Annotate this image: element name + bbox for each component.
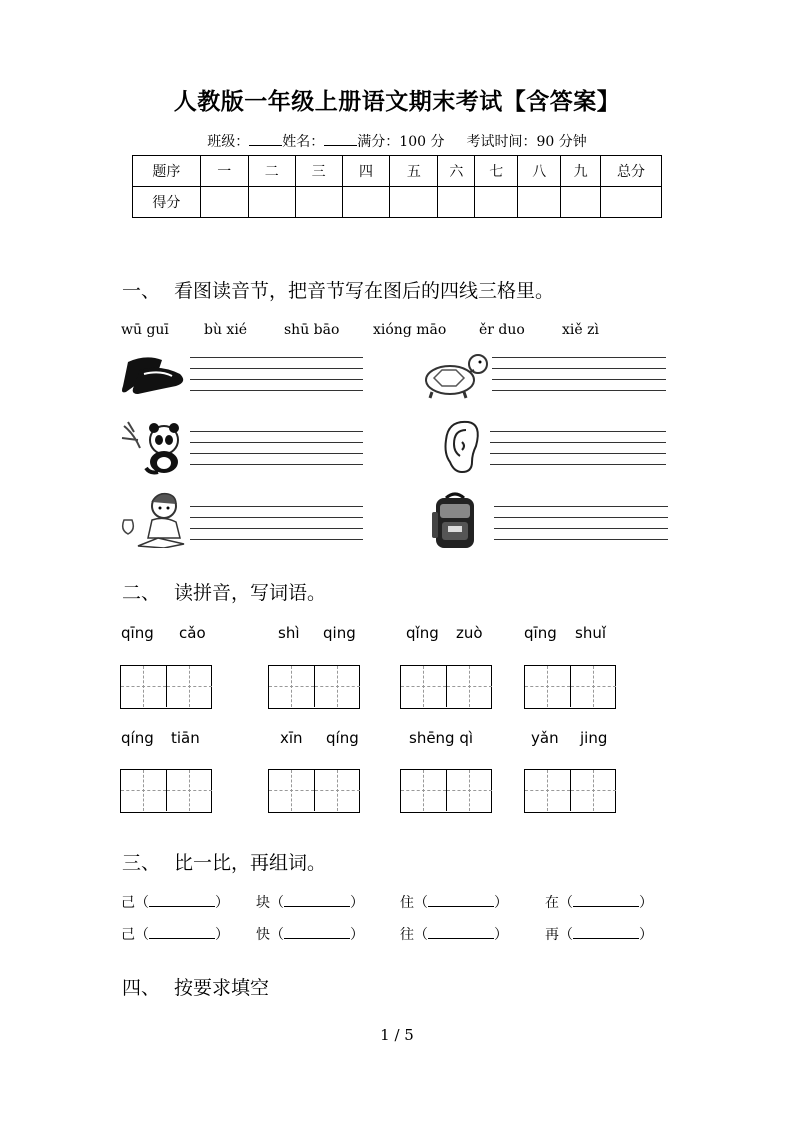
- compare-item[interactable]: [400, 924, 508, 944]
- score-cell[interactable]: [342, 187, 390, 218]
- pinyin-syllable: shì: [278, 624, 300, 642]
- score-header-cell: 八: [518, 156, 561, 187]
- compare-item[interactable]: [121, 924, 229, 944]
- section-text: 按要求填空: [174, 977, 270, 999]
- shoes-picture: [120, 350, 188, 400]
- pinyin-syllable: jing: [580, 729, 608, 747]
- score-cell[interactable]: [475, 187, 518, 218]
- pinyin-syllable: shuǐ: [575, 624, 606, 642]
- pinyin-label: xiě zì: [562, 322, 599, 338]
- exam-info: [0, 131, 794, 151]
- tian-zi-ge-box[interactable]: [268, 769, 360, 813]
- section-1-heading: [122, 276, 554, 303]
- compare-item[interactable]: [256, 924, 364, 944]
- compare-item[interactable]: [121, 892, 229, 912]
- score-header-cell: 题序: [133, 156, 201, 187]
- pinyin-syllable: cǎo: [179, 624, 206, 642]
- pinyin-syllable: qing: [323, 624, 356, 642]
- writing-lines[interactable]: [190, 506, 363, 550]
- pinyin-syllable: shēng qì: [409, 729, 474, 747]
- open-paren: （: [559, 895, 573, 911]
- open-paren: （: [135, 895, 149, 911]
- answer-blank[interactable]: [573, 926, 639, 939]
- writing-lines[interactable]: [490, 431, 666, 475]
- close-paren: ）: [215, 895, 229, 911]
- close-paren: ）: [215, 927, 229, 943]
- score-cell[interactable]: [390, 187, 438, 218]
- answer-blank[interactable]: [284, 894, 350, 907]
- pinyin-syllable: qǐng: [406, 624, 439, 642]
- section-2-heading: [122, 578, 326, 605]
- section-number: 三、: [122, 852, 161, 874]
- score-header-row: [133, 156, 662, 187]
- compare-char: 住: [400, 895, 414, 911]
- compare-char: 再: [545, 927, 559, 943]
- panda-picture: [120, 418, 188, 476]
- pinyin-syllable: tiān: [171, 729, 200, 747]
- answer-blank[interactable]: [573, 894, 639, 907]
- section-number: 二、: [122, 582, 161, 604]
- name-blank[interactable]: [324, 133, 357, 146]
- answer-blank[interactable]: [284, 926, 350, 939]
- open-paren: （: [414, 895, 428, 911]
- backpack-picture: [428, 490, 482, 550]
- compare-char: 在: [545, 895, 559, 911]
- tian-zi-ge-box[interactable]: [524, 769, 616, 813]
- compare-item[interactable]: [400, 892, 508, 912]
- score-table: [132, 155, 662, 218]
- compare-char: 块: [256, 895, 270, 911]
- turtle-picture: [420, 350, 490, 402]
- pinyin-label: ěr duo: [479, 322, 525, 338]
- open-paren: （: [559, 927, 573, 943]
- writing-lines[interactable]: [190, 431, 363, 475]
- writing-lines[interactable]: [494, 506, 668, 550]
- tian-zi-ge-box[interactable]: [400, 769, 492, 813]
- page-title: 人教版一年级上册语文期末考试【含答案】: [173, 88, 621, 115]
- score-header-cell: 三: [295, 156, 342, 187]
- compare-char: 己: [121, 927, 135, 943]
- pinyin-label: bù xié: [204, 322, 248, 338]
- pinyin-syllable: yǎn: [531, 729, 559, 747]
- section-number: 四、: [122, 977, 161, 999]
- tian-zi-ge-box[interactable]: [120, 665, 212, 709]
- score-header-cell: 九: [561, 156, 601, 187]
- score-cell[interactable]: [200, 187, 248, 218]
- score-header-cell: 二: [248, 156, 295, 187]
- tian-zi-ge-box[interactable]: [400, 665, 492, 709]
- score-cell[interactable]: [518, 187, 561, 218]
- section-4-heading: [122, 973, 269, 1000]
- score-row: [133, 187, 662, 218]
- score-header-cell: 总分: [601, 156, 662, 187]
- pinyin-syllable: xīn: [280, 729, 303, 747]
- score-header-cell: 一: [200, 156, 248, 187]
- score-header-cell: 五: [390, 156, 438, 187]
- score-header-cell: 六: [438, 156, 475, 187]
- open-paren: （: [270, 927, 284, 943]
- open-paren: （: [135, 927, 149, 943]
- writing-lines[interactable]: [190, 357, 363, 401]
- tian-zi-ge-box[interactable]: [268, 665, 360, 709]
- close-paren: ）: [350, 895, 364, 911]
- compare-item[interactable]: [545, 924, 653, 944]
- full-score: 满分：100 分: [357, 134, 445, 150]
- score-cell[interactable]: [561, 187, 601, 218]
- section-number: 一、: [122, 280, 161, 302]
- pinyin-label: xióng māo: [373, 322, 447, 338]
- exam-time: 考试时间：90 分钟: [466, 134, 587, 150]
- tian-zi-ge-box[interactable]: [524, 665, 616, 709]
- close-paren: ）: [494, 927, 508, 943]
- compare-char: 往: [400, 927, 414, 943]
- score-cell[interactable]: [295, 187, 342, 218]
- open-paren: （: [414, 927, 428, 943]
- answer-blank[interactable]: [428, 894, 494, 907]
- compare-item[interactable]: [256, 892, 364, 912]
- score-cell[interactable]: [248, 187, 295, 218]
- close-paren: ）: [639, 895, 653, 911]
- section-text: 比一比，再组词。: [174, 852, 327, 874]
- section-3-heading: [122, 848, 326, 875]
- score-cell[interactable]: [438, 187, 475, 218]
- tian-zi-ge-box[interactable]: [120, 769, 212, 813]
- section-text: 读拼音，写词语。: [174, 582, 327, 604]
- ear-picture: [438, 418, 482, 476]
- class-label: 班级：: [207, 134, 250, 150]
- open-paren: （: [270, 895, 284, 911]
- answer-blank[interactable]: [149, 894, 215, 907]
- section-text: 看图读音节，把音节写在图后的四线三格里。: [174, 280, 555, 302]
- pinyin-syllable: qīng: [524, 624, 557, 642]
- pinyin-syllable: qíng: [121, 729, 154, 747]
- pinyin-label: shū bāo: [284, 322, 340, 338]
- score-header-cell: 四: [342, 156, 390, 187]
- pinyin-label: wū guī: [121, 322, 169, 338]
- close-paren: ）: [494, 895, 508, 911]
- close-paren: ）: [639, 927, 653, 943]
- pinyin-syllable: qíng: [326, 729, 359, 747]
- page-number: 1 / 5: [380, 1026, 414, 1044]
- pinyin-syllable: qīng: [121, 624, 154, 642]
- score-row-label: 得分: [133, 187, 201, 218]
- answer-blank[interactable]: [428, 926, 494, 939]
- child-writing-picture: [118, 490, 190, 548]
- writing-lines[interactable]: [492, 357, 666, 401]
- name-label: 姓名：: [282, 134, 325, 150]
- score-header-cell: 七: [475, 156, 518, 187]
- close-paren: ）: [350, 927, 364, 943]
- compare-char: 己: [121, 895, 135, 911]
- pinyin-syllable: zuò: [456, 624, 483, 642]
- answer-blank[interactable]: [149, 926, 215, 939]
- class-blank[interactable]: [249, 133, 282, 146]
- compare-item[interactable]: [545, 892, 653, 912]
- compare-char: 快: [256, 927, 270, 943]
- score-cell[interactable]: [601, 187, 662, 218]
